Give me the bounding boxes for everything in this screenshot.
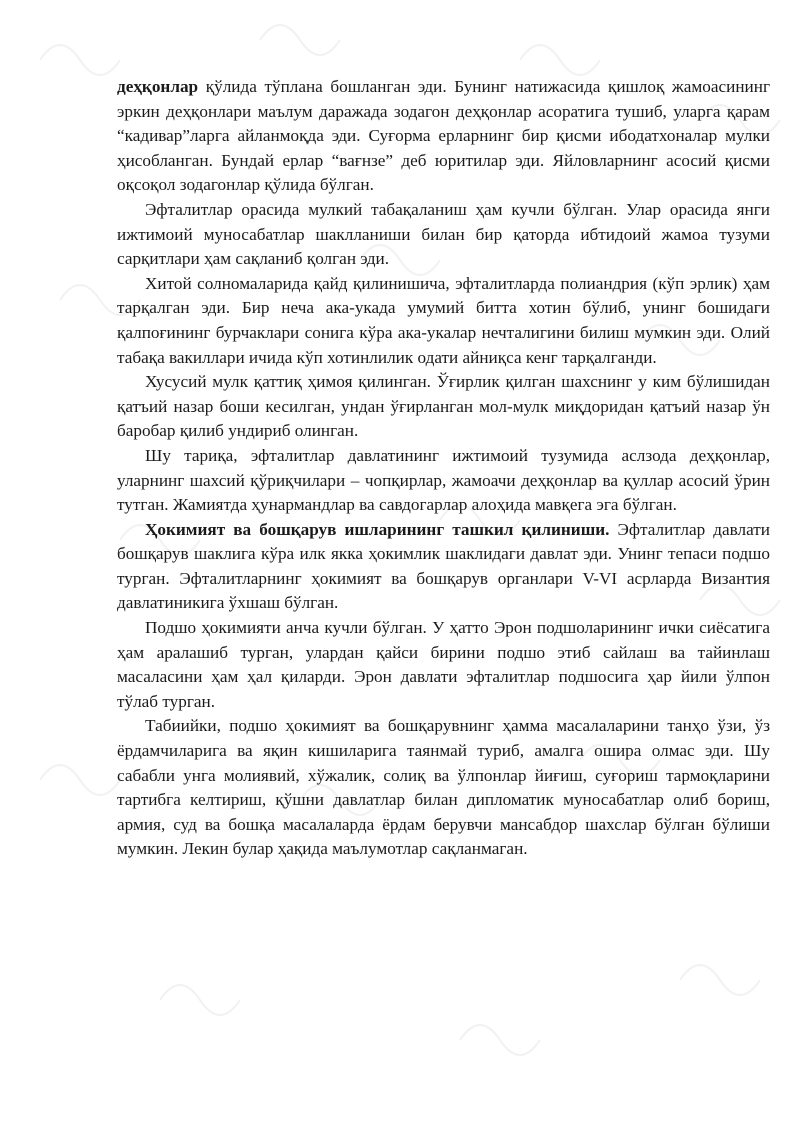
document-body bbox=[117, 75, 770, 862]
paragraph-6 bbox=[117, 518, 770, 616]
paragraph-8: Табиийки, подшо ҳокимият ва бошқарувнинг ҳамма масалаларини танҳо ўзи, ўз ёрдамчиларига ва яқин кишиларига таянмай туриб, амалга оширa олмас эди. Шу сабабли унга молиявий, хўжалик, солиқ ва ўлпонлар йиғиш, суғориш тармоқларини тартибга келтириш, қўшни давлатлар билан дипломатик муносабатлар олиб бориш, армия, суд ва бошқа масалаларда ёрдам берувчи мансабдор шахслар бўлган бўлиши мумкин. Лекин булар ҳақида маълумотлар сақланмаган. bbox=[117, 716, 770, 859]
paragraph-2: Эфталитлар орасида мулкий табақаланиш ҳам кучли бўлган. Улар орасида янги ижтимоий муносабатлар шаклланиши билан бир қаторда ибтидоий жамоа тузуми сарқитлари ҳам сақланиб қолган эди. bbox=[117, 199, 770, 269]
paragraph-1-lead-bold: деҳқонлар bbox=[117, 77, 199, 96]
paragraph-5: Шу тариқа, эфталитлар давлатининг ижтимоий тузумида аслзода деҳқонлар, уларнинг шахсий қўриқчилари – чопқирлар, жамоачи деҳқонлар ва қуллар асосий ўрин тутган. Жамиятда ҳунармандлар ва савдогарлар алоҳида мавқега эга бўлган. bbox=[117, 445, 770, 515]
paragraph-1 bbox=[117, 75, 770, 198]
paragraph-1-text: қўлида тўплана бошланган эди. Бунинг натижасида қишлоқ жамоасининг эркин деҳқонлари маълум даражада зодагон деҳқонлар асоратига тушиб, уларга қарам “кадивар”ларга айланмоқда эди. Суғорма ерларнинг бир қисми ибодатхоналар мулки ҳисобланган. Бундай ерлар “вағнзе” деб юритилар эди. Яйловларнинг асосий қисми оқсоқол зодагонлар қўлида бўлган. bbox=[117, 77, 770, 195]
paragraph-7: Подшо ҳокимияти анча кучли бўлган. У ҳатто Эрон подшоларининг ички сиёсатига ҳам аралашиб турган, улардан қайси бирини подшо этиб сайлаш ва тайинлаш масаласини ҳам ҳал қиларди. Эрон давлати эфталитлар подшосига ҳар йили ўлпон тўлаб турган. bbox=[117, 618, 770, 711]
section-heading: Ҳокимият ва бошқарув ишларининг ташкил қилиниши. bbox=[145, 519, 610, 539]
paragraph-4: Хусусий мулк қаттиқ ҳимоя қилинган. Ўғирлик қилган шахснинг у ким бўлишидан қатъий назар боши кесилган, ундан ўғирланган мол-мулк миқдоридан қатъий назар ўн баробар қилиб ундириб олинган. bbox=[117, 372, 770, 441]
paragraph-6-text: Эфталитлар давлати бошқарув шаклига кўра илк якка ҳокимлик шаклидаги давлат эди. Унинг тепаси подшо турган. Эфталитларнинг ҳокимият ва бошқарув органлари V-VI асрларда Византия давлатиникига ўхшаш бўлган. bbox=[117, 519, 770, 613]
paragraph-3: Хитой солномаларида қайд қилинишича, эфталитларда полиандрия (кўп эрлик) ҳам тарқалган эди. Бир неча ака-укада умумий битта хотин бўлиб, унинг бошидаги қалпоғининг бурчаклари сонига кўра ака-укалар нечталигини билиш мумкин эди. Олий табақа вакиллари ичида кўп хотинлилик одати айниқса кенг тарқалганди. bbox=[117, 273, 770, 367]
